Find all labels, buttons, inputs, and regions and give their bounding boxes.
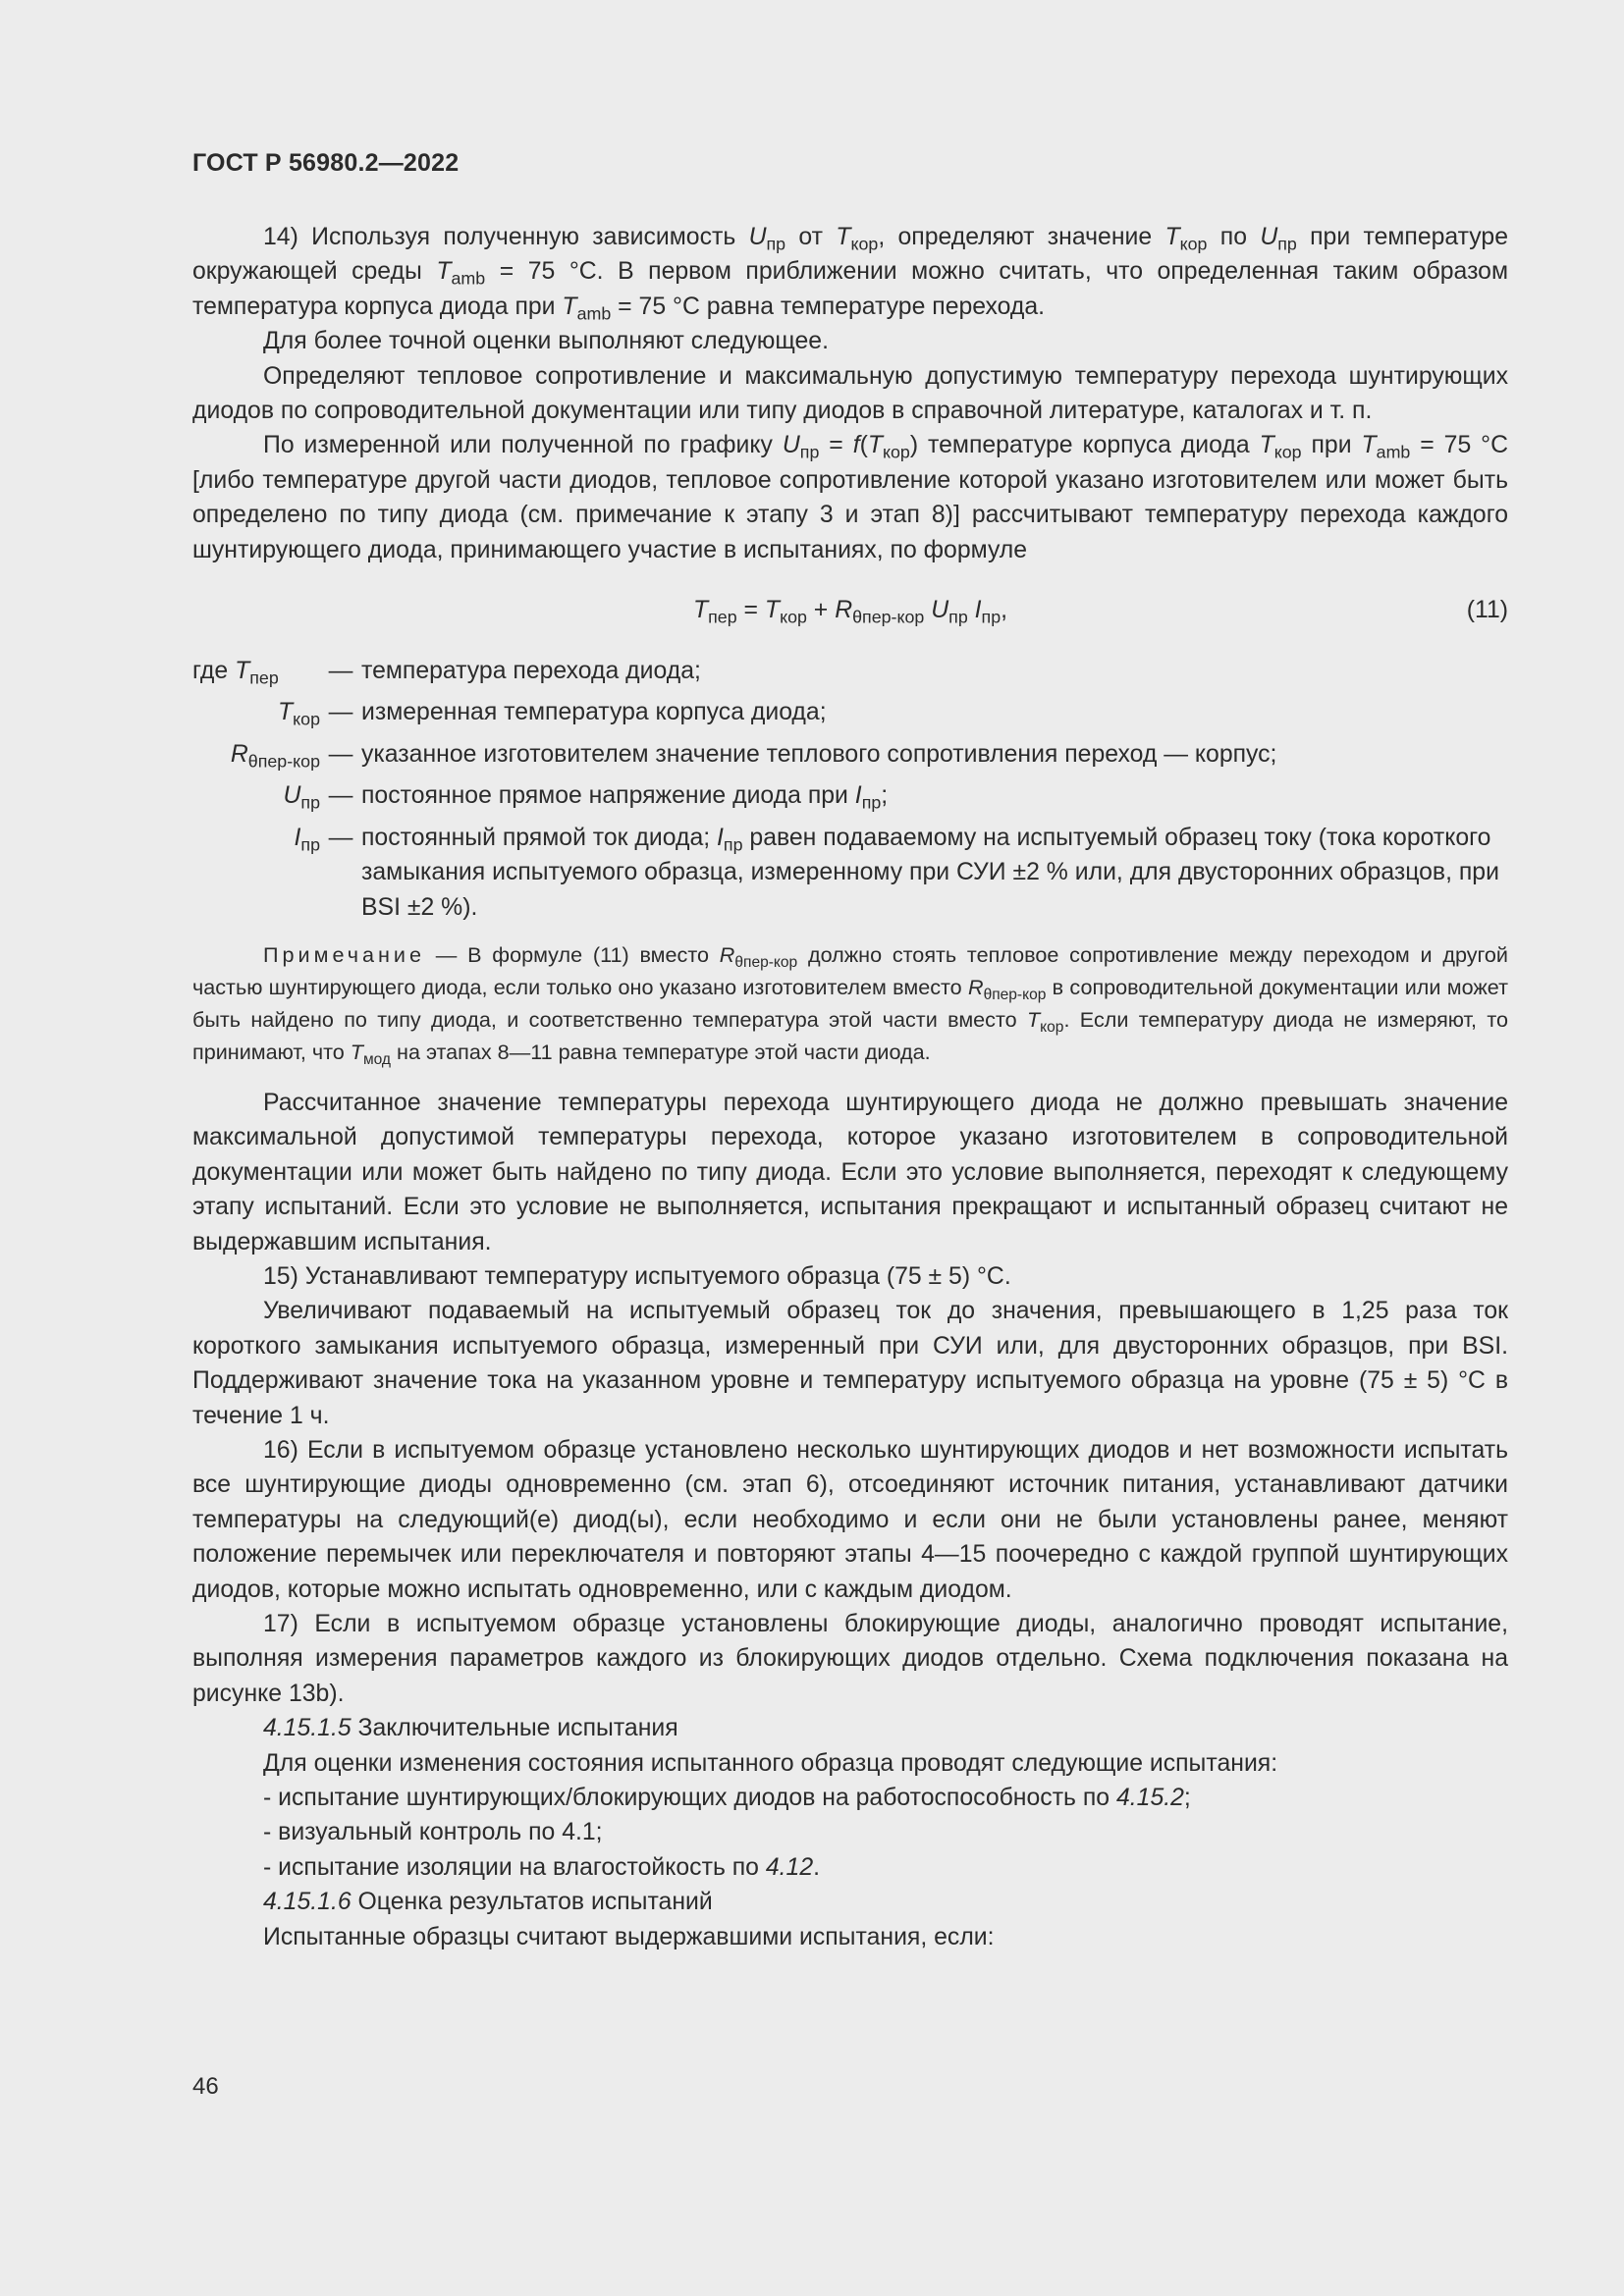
legend-symbol: $U_{пр}$ [283, 782, 320, 813]
list-item: - испытание изоляции на влагостойкость по 4.12. [263, 1853, 821, 1881]
legend-dash: — [328, 658, 353, 685]
paragraph-step-14: 14) Используя полученную зависимость $U_{пр}$ от $T_{кор}$, определяют значение $T_{кор}$ по $U_{пр}$ при температуре окружающей среды $T_{amb} = 75$ °C. В первом приближении можно считать, что определенная таким образом температура корпуса диода при $T_{amb} = 75$ °C равна температуре перехода. [192, 224, 1509, 324]
legend-definition: указанное изготовителем значение теплового сопротивления переход — корпус; [361, 740, 1277, 768]
legend-symbol: где $T_{пер}$ [192, 658, 279, 688]
formula-expression: $T_{пер} = T_{кор} + R_{\theta пер-кор}$ $U_{пр}$ $I_{пр}$, [692, 597, 1008, 627]
paragraph-junction-calculation: По измеренной или полученной по графику $U_{пр} = f(T_{кор})$ температуре корпуса диода $T_{кор}$ при $T_{amb} = 75$ °C [либо температуре другой части диодов, тепловое сопротивление которой указано изготовителем или может быть определено по типу диода (см. примечание к этапу 3 и этап 8)] рассчитывают температуру перехода каждого шунтирующего диода, принимающего участие в испытаниях, по формуле [192, 432, 1508, 563]
section-heading-final-tests: 4.15.1.5 Заключительные испытания [263, 1715, 678, 1742]
legend-definition: постоянное прямое напряжение диода при $I_{пр}$; [361, 782, 889, 813]
document-header: ГОСТ Р 56980.2—2022 [192, 149, 460, 177]
paragraph-current-increase: Увеличивают подаваемый на испытуемый образец ток до значения, превышающего в 1,25 раза ток короткого замыкания испытуемого образца, измеренный при СУИ или, для двусторонних образцов, при BSI. Поддерживают значение тока на указанном уровне и температуру испытуемого образца на уровне (75 ± 5) °C в течение 1 ч. [192, 1298, 1508, 1429]
formula-11 [192, 583, 1508, 646]
paragraph-thermal-resistance: Определяют тепловое сопротивление и максимальную допустимую температуру перехода шунтирующих диодов по сопроводительной документации или типу диодов в справочной литературе, каталогах и т. п. [192, 362, 1508, 425]
note-label: Примечание [263, 941, 425, 967]
list-item: - визуальный контроль по 4.1; [263, 1819, 603, 1846]
page-number: 46 [192, 2073, 219, 2100]
section-heading-results: 4.15.1.6 Оценка результатов испытаний [263, 1889, 713, 1916]
legend-definition: измеренная температура корпуса диода; [361, 699, 827, 726]
list-item: - испытание шунтирующих/блокирующих диодов на работоспособность по 4.15.2; [263, 1785, 1191, 1812]
legend-definition: постоянный прямой ток диода; $I_{пр}$ равен подаваемому на испытуемый образец току (тока короткого замыкания испытуемого образца, измеренному при СУИ ±2 % или, для двусторонних образцов, при BSI ±2 %). [361, 824, 1499, 921]
legend-dash: — [328, 699, 353, 726]
legend-dash: — [328, 740, 353, 768]
legend-symbol: $I_{пр}$ [294, 824, 320, 855]
paragraph-step-17: 17) Если в испытуемом образце установлены блокирующие диоды, аналогично проводят испытание, выполняя измерения параметров каждого из блокирующих диодов отдельно. Схема подключения показана на рисунке 13b). [192, 1611, 1508, 1707]
paragraph-step-16: 16) Если в испытуемом образце установлено несколько шунтирующих диодов и нет возможности испытать все шунтирующие диоды одновременно (см. этап 6), отсоединяют источник питания, устанавливают датчики температуры на следующий(е) диод(ы), если необходимо и если они не были установлены ранее, меняют положение перемычек или переключателя и повторяют этапы 4—15 поочередно с каждой группой шунтирующих диодов, которые можно испытать одновременно, или с каждым диодом. [192, 1436, 1508, 1603]
paragraph-step-15: 15) Устанавливают температуру испытуемого образца (75 ± 5) °C. [263, 1262, 1011, 1290]
paragraph-results-intro: Испытанные образцы считают выдержавшими испытания, если: [263, 1923, 995, 1950]
paragraph-final-tests-intro: Для оценки изменения состояния испытанного образца проводят следующие испытания: [263, 1749, 1278, 1777]
legend-dash: — [328, 824, 353, 851]
note-block: Примечание — В формуле (11) вместо $R_{\theta пер-кор}$ должно стоять тепловое сопротивление между переходом и другой частью шунтирующего диода, если только оно указано изготовителем вместо $R_{\theta пер-кор}$ в сопроводительной документации или может быть найдено по типу диода, и соответственно температура этой части вместо $T_{кор}$. Если температуру диода не измеряют, то принимают, что $T_{мод}$ на этапах 8—11 равна температуре этой части диода. [192, 941, 1508, 1068]
formula-legend [192, 654, 1508, 925]
paragraph-limit-check: Рассчитанное значение температуры перехода шунтирующего диода не должно превышать значение максимальной допустимой температуры перехода, которое указано изготовителем в сопроводительной документации или может быть найдено по типу диода. Если это условие выполняется, переходят к следующему этапу испытаний. Если это условие не выполняется, испытания прекращают и испытанный образец считают не выдержавшим испытания. [192, 1089, 1508, 1255]
legend-dash: — [328, 782, 353, 810]
formula-number: (11) [1466, 597, 1508, 624]
legend-symbol: $T_{кор}$ [277, 699, 320, 730]
legend-symbol: $R_{\theta пер-кор}$ [230, 740, 320, 772]
main-content [192, 220, 1508, 1954]
paragraph-precise-estimate: Для более точной оценки выполняют следующее. [263, 328, 829, 355]
legend-definition: температура перехода диода; [361, 658, 701, 685]
